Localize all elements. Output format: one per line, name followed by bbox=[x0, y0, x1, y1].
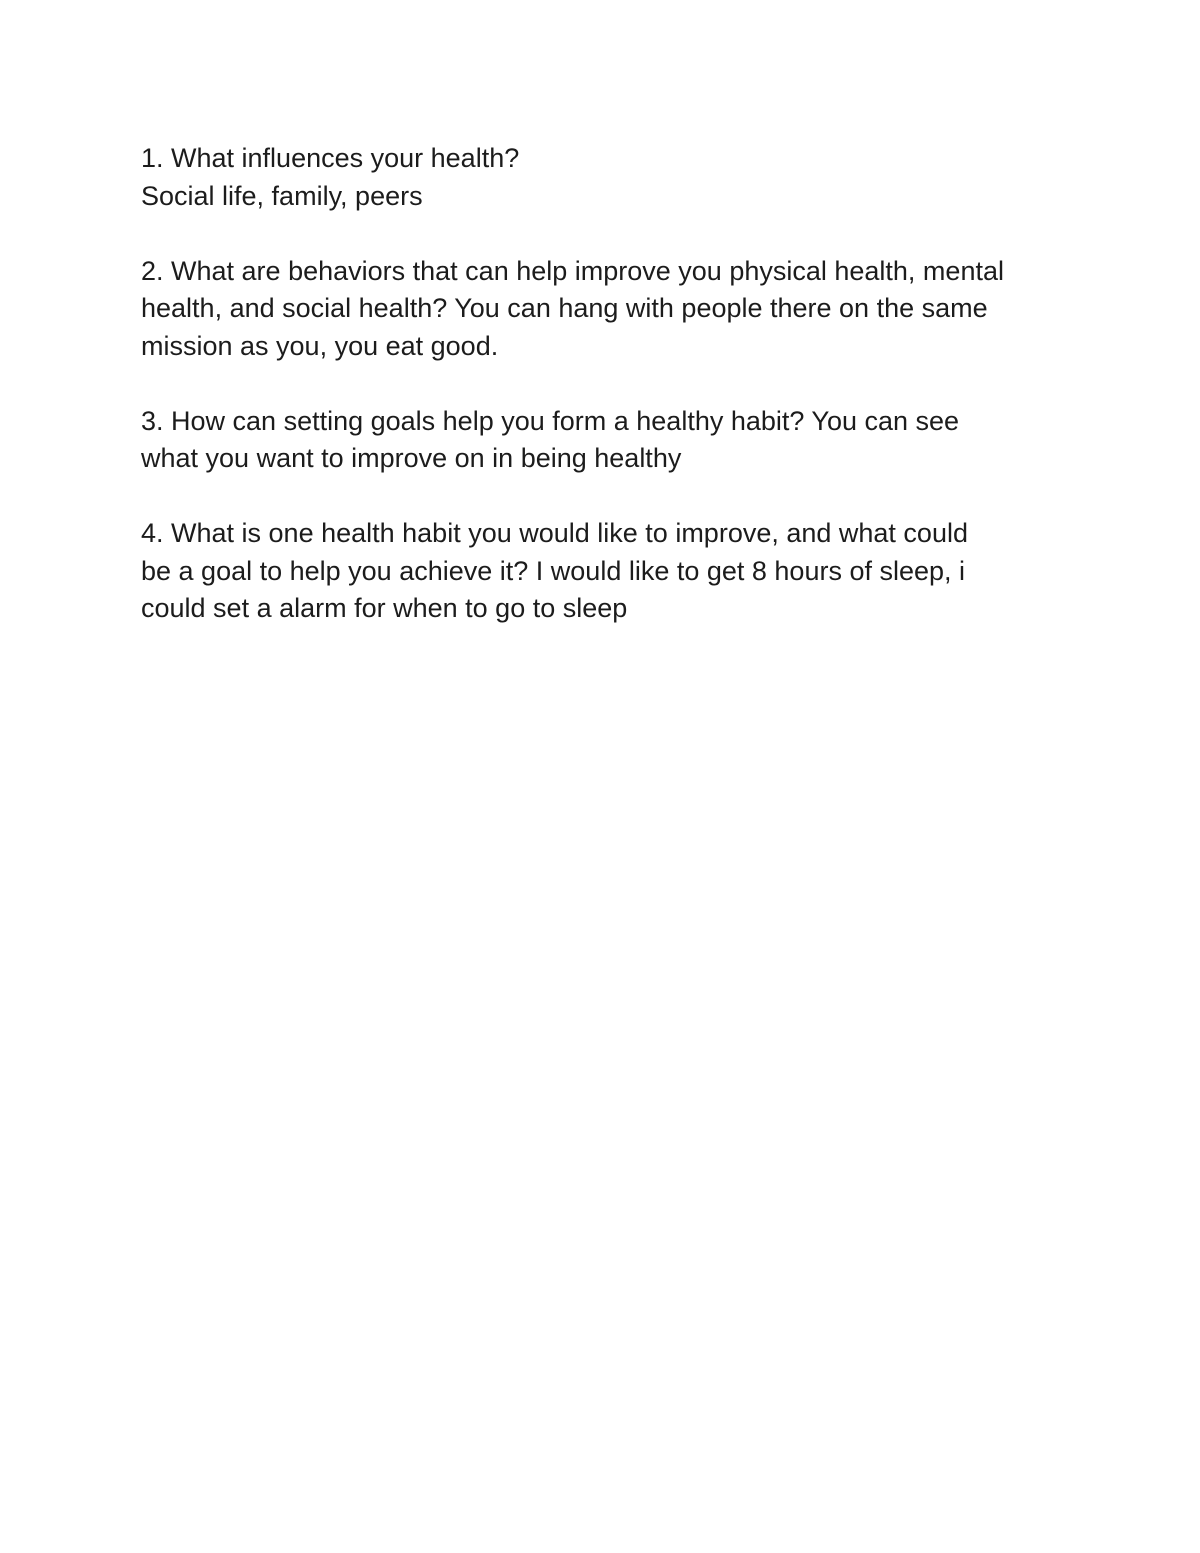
question-2 bbox=[141, 253, 1081, 366]
question-2-line-1: 2. What are behaviors that can help improve you physical health, mental bbox=[141, 255, 1004, 286]
question-2-line-3: mission as you, you eat good. bbox=[141, 330, 499, 361]
question-2-line-2: health, and social health? You can hang with people there on the same bbox=[141, 293, 988, 323]
document-body bbox=[141, 140, 1081, 665]
question-3-line-1: 3. How can setting goals help you form a healthy habit? You can see bbox=[141, 405, 960, 436]
question-3 bbox=[141, 403, 1081, 478]
question-1-text: 1. What influences your health? bbox=[141, 143, 520, 173]
question-4-line-2: be a goal to help you achieve it? I would like to get 8 hours of sleep, i bbox=[141, 555, 966, 586]
question-1 bbox=[141, 140, 1081, 215]
question-4-line-3: could set a alarm for when to go to sleep bbox=[141, 593, 628, 623]
question-3-line-2: what you want to improve on in being healthy bbox=[141, 443, 682, 473]
question-4 bbox=[141, 515, 1081, 628]
answer-1-text: Social life, family, peers bbox=[141, 180, 423, 211]
question-4-line-1: 4. What is one health habit you would like to improve, and what could bbox=[141, 518, 968, 548]
